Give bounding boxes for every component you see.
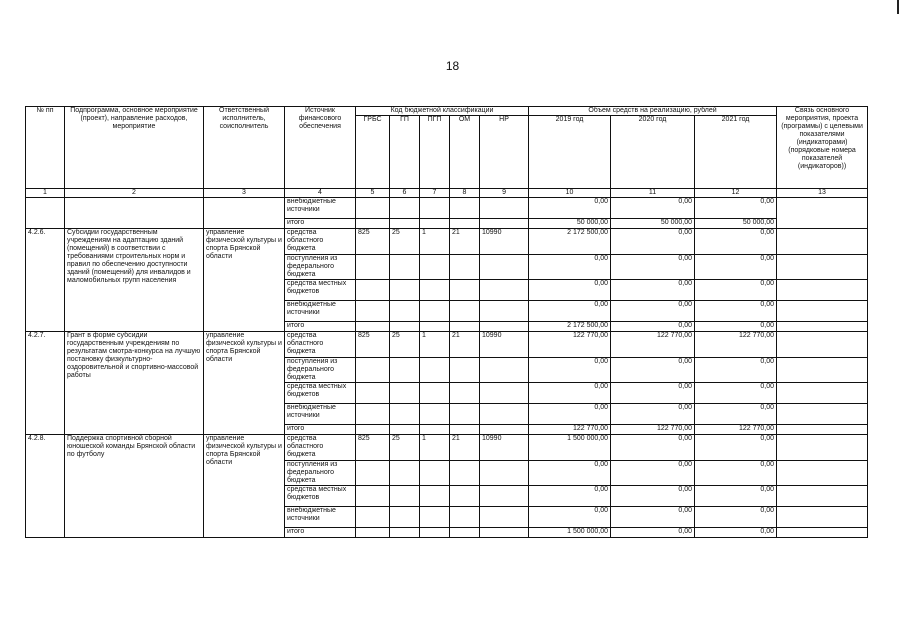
header-source: Источник финансового обеспечения <box>285 107 356 189</box>
code-nr: 10990 <box>480 229 529 255</box>
link-cell <box>777 229 868 255</box>
link-cell <box>777 461 868 486</box>
source-label: средства местных бюджетов <box>285 486 356 507</box>
source-label: поступления из федерального бюджета <box>285 461 356 486</box>
col-number: 7 <box>420 189 450 198</box>
code-pgp: 1 <box>420 435 450 461</box>
item-num: 4.2.8. <box>26 435 65 538</box>
source-label: внебюджетные источники <box>285 507 356 528</box>
amount-2019: 0,00 <box>529 507 611 528</box>
source-label: средства местных бюджетов <box>285 280 356 301</box>
source-label: средства местных бюджетов <box>285 383 356 404</box>
source-label: итого <box>285 425 356 435</box>
col-number: 2 <box>65 189 204 198</box>
col-number: 5 <box>356 189 390 198</box>
amount-2019: 0,00 <box>529 486 611 507</box>
code-grbs: 825 <box>356 332 390 358</box>
prev-name-cell <box>65 198 204 229</box>
amount-2020: 0,00 <box>611 301 695 322</box>
header-gp: ГП <box>390 116 420 189</box>
header-nr: НР <box>480 116 529 189</box>
amount-2020: 0,00 <box>611 358 695 383</box>
amount-2021: 0,00 <box>695 404 777 425</box>
amount-2021: 0,00 <box>695 486 777 507</box>
amount-2019: 2 172 500,00 <box>529 229 611 255</box>
source-label: средства областного бюджета <box>285 435 356 461</box>
amount-2021: 0,00 <box>695 435 777 461</box>
col-number: 9 <box>480 189 529 198</box>
amount-2019: 0,00 <box>529 255 611 280</box>
amount-2021: 0,00 <box>695 198 777 219</box>
amount-2021: 0,00 <box>695 301 777 322</box>
item-num: 4.2.6. <box>26 229 65 332</box>
item-name: Субсидии государственным учреждениям на адаптацию зданий (помещений) в соответствии с требованиями строительных норм и правил по обеспечению доступности зданий (помещений) для инвалидов и маломобильных групп населения <box>65 229 204 332</box>
header-link: Связь основного мероприятия, проекта (программы) с целевыми показателями (индикаторами) (порядковые номера показателей (индикаторов)) <box>777 107 868 189</box>
col-number: 11 <box>611 189 695 198</box>
page-number: 18 <box>445 59 460 73</box>
link-cell <box>777 358 868 383</box>
code-pgp: 1 <box>420 229 450 255</box>
amount-2019: 122 770,00 <box>529 332 611 358</box>
amount-2019: 0,00 <box>529 383 611 404</box>
amount-2021: 122 770,00 <box>695 425 777 435</box>
amount-2021: 0,00 <box>695 507 777 528</box>
amount-2020: 0,00 <box>611 461 695 486</box>
amount-2021: 122 770,00 <box>695 332 777 358</box>
edge-mark <box>897 0 899 14</box>
link-cell <box>777 435 868 461</box>
code-gp: 25 <box>390 229 420 255</box>
amount-2019: 0,00 <box>529 301 611 322</box>
col-number: 4 <box>285 189 356 198</box>
amount-2019: 0,00 <box>529 461 611 486</box>
source-label: поступления из федерального бюджета <box>285 358 356 383</box>
item-name: Грант в форме субсидии государственным учреждениям по результатам смотра-конкурса на лучшую постановку физкультурно-оздоровительной и спортивно-массовой работы <box>65 332 204 435</box>
source-label: средства областного бюджета <box>285 332 356 358</box>
total-2021: 50 000,00 <box>695 219 777 229</box>
link-cell <box>777 383 868 404</box>
prev-executor-cell <box>204 198 285 229</box>
code-pgp: 1 <box>420 332 450 358</box>
col-number: 1 <box>26 189 65 198</box>
header-2020: 2020 год <box>611 116 695 189</box>
header-num: № пп <box>26 107 65 189</box>
amount-2019: 0,00 <box>529 404 611 425</box>
amount-2021: 0,00 <box>695 255 777 280</box>
amount-2020: 122 770,00 <box>611 425 695 435</box>
amount-2020: 0,00 <box>611 229 695 255</box>
amount-2020: 0,00 <box>611 404 695 425</box>
item-name: Поддержка спортивной сборной юношеской команды Брянской области по футболу <box>65 435 204 538</box>
code-nr: 10990 <box>480 435 529 461</box>
header-executor: Ответственный исполнитель, соисполнитель <box>204 107 285 189</box>
code-om: 21 <box>450 332 480 358</box>
source-label: внебюджетные источники <box>285 198 356 219</box>
code-grbs: 825 <box>356 229 390 255</box>
col-number: 12 <box>695 189 777 198</box>
header-2019: 2019 год <box>529 116 611 189</box>
source-label: внебюджетные источники <box>285 404 356 425</box>
link-cell <box>777 404 868 425</box>
header-pgp: ПГП <box>420 116 450 189</box>
code-om: 21 <box>450 435 480 461</box>
amount-2021: 0,00 <box>695 280 777 301</box>
amount-2019: 1 500 000,00 <box>529 435 611 461</box>
amount-2021: 0,00 <box>695 528 777 538</box>
source-label: средства областного бюджета <box>285 229 356 255</box>
col-number: 10 <box>529 189 611 198</box>
source-label: итого <box>285 322 356 332</box>
amount-2020: 0,00 <box>611 528 695 538</box>
col-number: 13 <box>777 189 868 198</box>
link-cell <box>777 280 868 301</box>
amount-2019: 2 172 500,00 <box>529 322 611 332</box>
amount-2020: 0,00 <box>611 198 695 219</box>
item-executor: управление физической культуры и спорта Брянской области <box>204 435 285 538</box>
source-label: итого <box>285 219 356 229</box>
prev-num-cell <box>26 198 65 229</box>
link-cell <box>777 528 868 538</box>
code-grbs: 825 <box>356 435 390 461</box>
amount-2020: 0,00 <box>611 383 695 404</box>
link-cell <box>777 332 868 358</box>
amount-2019: 0,00 <box>529 358 611 383</box>
budget-table <box>25 106 868 538</box>
amount-2020: 0,00 <box>611 280 695 301</box>
amount-2020: 0,00 <box>611 322 695 332</box>
link-cell <box>777 425 868 435</box>
source-label: итого <box>285 528 356 538</box>
amount-2019: 122 770,00 <box>529 425 611 435</box>
amount-2021: 0,00 <box>695 229 777 255</box>
source-label: поступления из федерального бюджета <box>285 255 356 280</box>
code-om: 21 <box>450 229 480 255</box>
amount-2019: 1 500 000,00 <box>529 528 611 538</box>
amount-2019: 0,00 <box>529 280 611 301</box>
amount-2020: 0,00 <box>611 507 695 528</box>
link-cell <box>777 301 868 322</box>
code-gp: 25 <box>390 332 420 358</box>
link-cell <box>777 255 868 280</box>
header-name: Подпрограмма, основное мероприятие (проект), направление расходов, мероприятие <box>65 107 204 189</box>
code-nr: 10990 <box>480 332 529 358</box>
amount-2021: 0,00 <box>695 461 777 486</box>
amount-2021: 0,00 <box>695 383 777 404</box>
header-budget-code: Код бюджетной классификации <box>356 107 529 116</box>
total-2019: 50 000,00 <box>529 219 611 229</box>
link-cell <box>777 507 868 528</box>
amount-2020: 0,00 <box>611 486 695 507</box>
item-executor: управление физической культуры и спорта Брянской области <box>204 229 285 332</box>
header-om: ОМ <box>450 116 480 189</box>
link-cell <box>777 198 868 229</box>
col-number: 3 <box>204 189 285 198</box>
link-cell <box>777 322 868 332</box>
col-number: 6 <box>390 189 420 198</box>
amount-2020: 0,00 <box>611 435 695 461</box>
header-volume: Объем средств на реализацию, рублей <box>529 107 777 116</box>
amount-2021: 0,00 <box>695 322 777 332</box>
link-cell <box>777 486 868 507</box>
amount-2020: 0,00 <box>611 255 695 280</box>
code-gp: 25 <box>390 435 420 461</box>
col-number: 8 <box>450 189 480 198</box>
source-label: внебюджетные источники <box>285 301 356 322</box>
item-executor: управление физической культуры и спорта Брянской области <box>204 332 285 435</box>
amount-2021: 0,00 <box>695 358 777 383</box>
amount-2020: 122 770,00 <box>611 332 695 358</box>
table-row <box>26 332 868 358</box>
item-num: 4.2.7. <box>26 332 65 435</box>
table-row <box>26 229 868 255</box>
header-2021: 2021 год <box>695 116 777 189</box>
amount-2019: 0,00 <box>529 198 611 219</box>
table-row <box>26 435 868 461</box>
header-grbs: ГРБС <box>356 116 390 189</box>
total-2020: 50 000,00 <box>611 219 695 229</box>
